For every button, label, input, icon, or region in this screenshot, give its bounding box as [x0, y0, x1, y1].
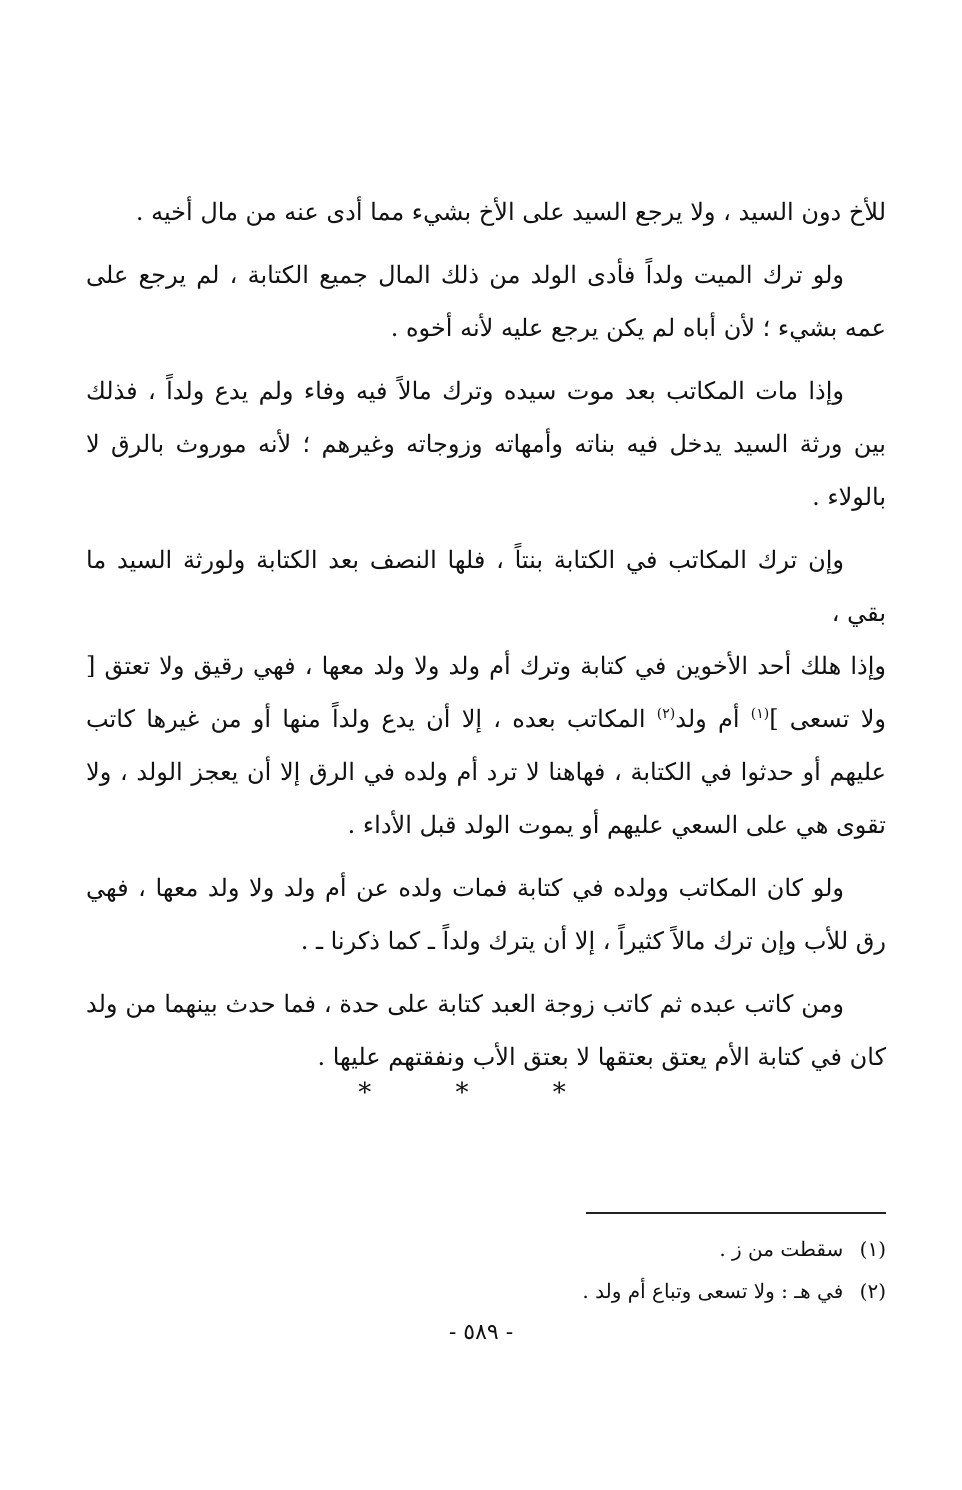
- footnote-marker-1[interactable]: (١): [750, 706, 770, 722]
- footnote-1-text: سقطت من ز .: [719, 1237, 844, 1261]
- paragraph-2: ولو ترك الميت ولداً فأدى الولد من ذلك المال جميع الكتابة ، لم يرجع على عمه بشيء ؛ لأن أباه لم يكن يرجع عليه لأنه أخوه .: [86, 261, 886, 342]
- footnote-1: [486, 1228, 886, 1270]
- footnote-marker-2[interactable]: (٢): [656, 706, 676, 722]
- footnote-divider: [586, 1212, 886, 1214]
- paragraph-5: [86, 640, 886, 852]
- main-text: [86, 186, 886, 1094]
- footnote-2-text: في هـ : ولا تسعى وتباع أم ولد .: [582, 1279, 844, 1303]
- paragraph-3: وإذا مات المكاتب بعد موت سيده وترك مالاً فيه وفاء ولم يدع ولداً ، فذلك بين ورثة السيد يدخل فيه بناته وأمهاته وزوجاته وغيرهم ؛ لأنه موروث بالرق لا بالولاء .: [86, 377, 886, 511]
- footnote-2-number: (٢): [859, 1279, 886, 1303]
- paragraph-6: ولو كان المكاتب وولده في كتابة فمات ولده عن أم ولد ولا ولد معها ، فهي رق للأب وإن ترك مالاً كثيراً ، إلا أن يترك ولداً ـ كما ذكرنا ـ .: [86, 874, 886, 955]
- page-number: - ٥٨٩ -: [448, 1320, 514, 1345]
- paragraph-4: وإن ترك المكاتب في الكتابة بنتاً ، فلها النصف بعد الكتابة ولورثة السيد ما بقي ،: [86, 546, 886, 627]
- paragraph-1: للأخ دون السيد ، ولا يرجع السيد على الأخ بشيء مما أدى عنه من مال أخيه .: [135, 198, 886, 226]
- footnotes: [486, 1228, 886, 1312]
- footnote-1-number: (١): [859, 1237, 886, 1261]
- paragraph-7: ومن كاتب عبده ثم كاتب زوجة العبد كتابة على حدة ، فما حدث بينهما من ولد كان في كتابة الأم يعتق بعتقها لا بعتق الأب ونفقتهم عليها .: [86, 990, 886, 1071]
- paragraph-5-text-a: أم ولد: [675, 705, 751, 733]
- footnote-2: [486, 1270, 886, 1312]
- paragraph-5-lead: وإذا هلك أحد الأخوين في كتابة وترك أم ولد ولا ولد معها ، فهي رقيق ولا تعتق: [104, 652, 886, 680]
- paragraph-5-text-b: المكاتب بعده ، إلا أن يدع ولداً منها أو من غيرها كاتب عليهم أو حدثوا في الكتابة ، فهاهنا لا ترد أم ولده في الرق إلا أن يعجز الولد ، ولا تقوى هي على السعي عليهم أو يموت الولد قبل الأداء .: [86, 705, 886, 839]
- section-separator: * * *: [358, 1078, 604, 1108]
- paragraph-5-bracket: [ ولا تسعى ]: [86, 652, 886, 733]
